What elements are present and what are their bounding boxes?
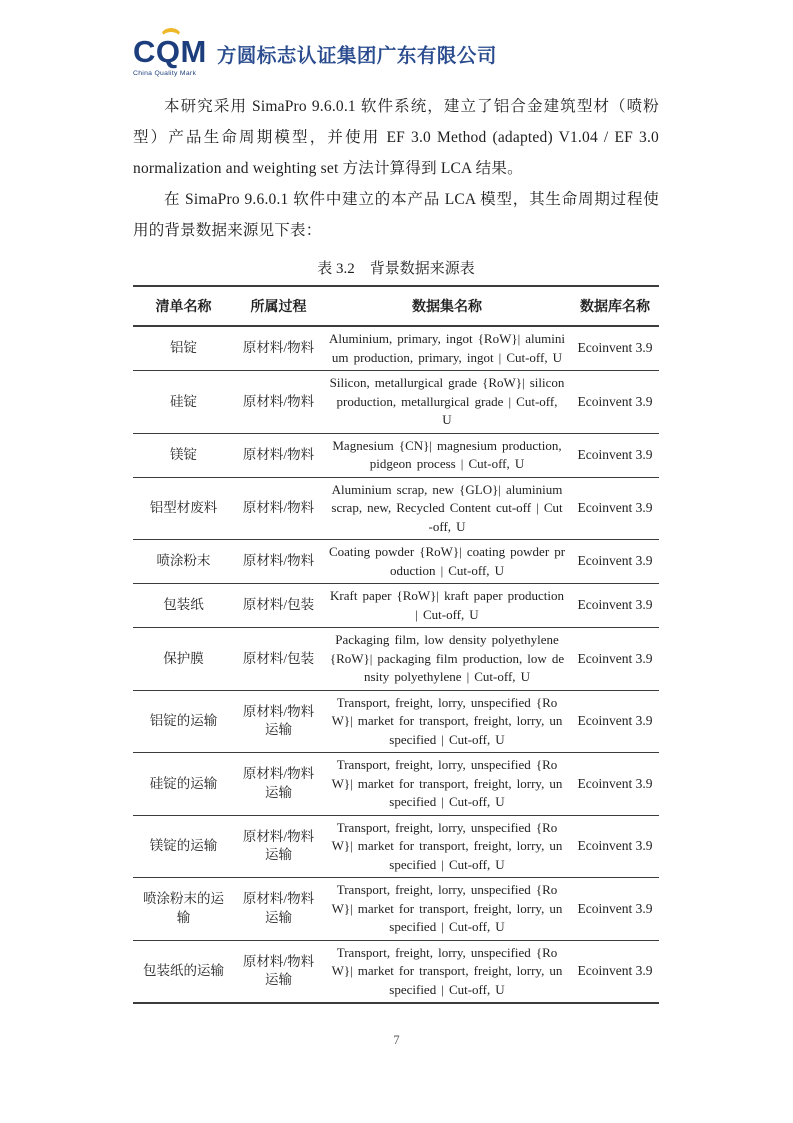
cell-process: 原材料/物料 — [234, 540, 323, 584]
report-header — [133, 36, 659, 77]
table-caption: 表 3.2 背景数据来源表 — [317, 261, 475, 277]
cell-inventory-name: 硅锭 — [133, 371, 234, 434]
table-row — [133, 690, 659, 753]
table-row — [133, 371, 659, 434]
cell-inventory-name: 喷涂粉末 — [133, 540, 234, 584]
column-header: 数据集名称 — [323, 286, 571, 326]
cell-dataset-name: Packaging film, low density polyethylene {RoW}| packaging film production, low de nsity polyethylene | Cut-off, U — [323, 628, 571, 691]
cell-dataset-name: Kraft paper {RoW}| kraft paper production | Cut-off, U — [323, 584, 571, 628]
table-row — [133, 940, 659, 1003]
cell-process: 原材料/物料 — [234, 326, 323, 371]
cell-dataset-name: Transport, freight, lorry, unspecified {Ro W}| market for transport, freight, lorry, un specified | Cut-off, U — [323, 940, 571, 1003]
cell-inventory-name: 包装纸的运输 — [133, 940, 234, 1003]
cell-database-name: Ecoinvent 3.9 — [571, 753, 659, 816]
cell-process: 原材料/物料 运输 — [234, 815, 323, 878]
cell-inventory-name: 铝锭的运输 — [133, 690, 234, 753]
logo-arc-icon — [160, 28, 182, 38]
table-row — [133, 753, 659, 816]
table-row — [133, 326, 659, 371]
cell-dataset-name: Coating powder {RoW}| coating powder pr oduction | Cut-off, U — [323, 540, 571, 584]
cell-dataset-name: Transport, freight, lorry, unspecified {Ro W}| market for transport, freight, lorry, un specified | Cut-off, U — [323, 815, 571, 878]
cell-dataset-name: Aluminium scrap, new {GLO}| aluminium scrap, new, Recycled Content cut-off | Cut -off, U — [323, 477, 571, 540]
cell-process: 原材料/包装 — [234, 584, 323, 628]
table-row — [133, 540, 659, 584]
cell-inventory-name: 喷涂粉末的运 输 — [133, 878, 234, 941]
cell-database-name: Ecoinvent 3.9 — [571, 940, 659, 1003]
cell-dataset-name: Aluminium, primary, ingot {RoW}| alumini um production, primary, ingot | Cut-off, U — [323, 326, 571, 371]
table-row — [133, 878, 659, 941]
cell-database-name: Ecoinvent 3.9 — [571, 326, 659, 371]
cell-database-name: Ecoinvent 3.9 — [571, 540, 659, 584]
cell-process: 原材料/物料 — [234, 371, 323, 434]
logo-subtitle: China Quality Mark — [133, 70, 197, 77]
logo-text: CQM — [133, 34, 207, 69]
company-name: 方圆标志认证集团广东有限公司 — [216, 45, 497, 67]
column-header: 所属过程 — [234, 286, 323, 326]
cell-database-name: Ecoinvent 3.9 — [571, 584, 659, 628]
cell-process: 原材料/物料 — [234, 477, 323, 540]
cell-process: 原材料/物料 运输 — [234, 690, 323, 753]
paragraph-background-data: 在 SimaPro 9.6.0.1 软件中建立的本产品 LCA 模型，其生命周期过程使用的背景数据来源见下表： — [133, 191, 659, 239]
cell-inventory-name: 镁锭的运输 — [133, 815, 234, 878]
cell-inventory-name: 保护膜 — [133, 628, 234, 691]
cell-database-name: Ecoinvent 3.9 — [571, 690, 659, 753]
column-header: 清单名称 — [133, 286, 234, 326]
table-row — [133, 433, 659, 477]
table-row — [133, 477, 659, 540]
cqm-logo — [133, 36, 207, 77]
table-body — [133, 326, 659, 1003]
cell-inventory-name: 硅锭的运输 — [133, 753, 234, 816]
cell-inventory-name: 包装纸 — [133, 584, 234, 628]
cell-database-name: Ecoinvent 3.9 — [571, 878, 659, 941]
background-data-source-table — [133, 285, 659, 1004]
cell-dataset-name: Magnesium {CN}| magnesium production, pidgeon process | Cut-off, U — [323, 433, 571, 477]
cell-inventory-name: 镁锭 — [133, 433, 234, 477]
cell-dataset-name: Transport, freight, lorry, unspecified {Ro W}| market for transport, freight, lorry, un specified | Cut-off, U — [323, 753, 571, 816]
cell-database-name: Ecoinvent 3.9 — [571, 371, 659, 434]
cell-dataset-name: Transport, freight, lorry, unspecified {Ro W}| market for transport, freight, lorry, un specified | Cut-off, U — [323, 878, 571, 941]
table-row — [133, 815, 659, 878]
cell-database-name: Ecoinvent 3.9 — [571, 815, 659, 878]
table-row — [133, 628, 659, 691]
cell-process: 原材料/物料 — [234, 433, 323, 477]
cell-process: 原材料/物料 运输 — [234, 753, 323, 816]
paragraph-method: 本研究采用 SimaPro 9.6.0.1 软件系统，建立了铝合金建筑型材（喷粉型）产品生命周期模型，并使用 EF 3.0 Method (adapted) V1.04 / EF 3.0 normalization and weighting set 方法计算得到 LCA 结果。 — [133, 98, 659, 177]
cell-process: 原材料/物料 运输 — [234, 940, 323, 1003]
cell-database-name: Ecoinvent 3.9 — [571, 477, 659, 540]
cell-database-name: Ecoinvent 3.9 — [571, 433, 659, 477]
column-header: 数据库名称 — [571, 286, 659, 326]
table-header-row — [133, 286, 659, 326]
cell-dataset-name: Silicon, metallurgical grade {RoW}| silicon production, metallurgical grade | Cut-off, U — [323, 371, 571, 434]
page-number: 7 — [393, 1033, 400, 1047]
cell-inventory-name: 铝锭 — [133, 326, 234, 371]
cell-process: 原材料/包装 — [234, 628, 323, 691]
table-row — [133, 584, 659, 628]
cell-inventory-name: 铝型材废料 — [133, 477, 234, 540]
cell-dataset-name: Transport, freight, lorry, unspecified {Ro W}| market for transport, freight, lorry, un specified | Cut-off, U — [323, 690, 571, 753]
cell-process: 原材料/物料 运输 — [234, 878, 323, 941]
cell-database-name: Ecoinvent 3.9 — [571, 628, 659, 691]
